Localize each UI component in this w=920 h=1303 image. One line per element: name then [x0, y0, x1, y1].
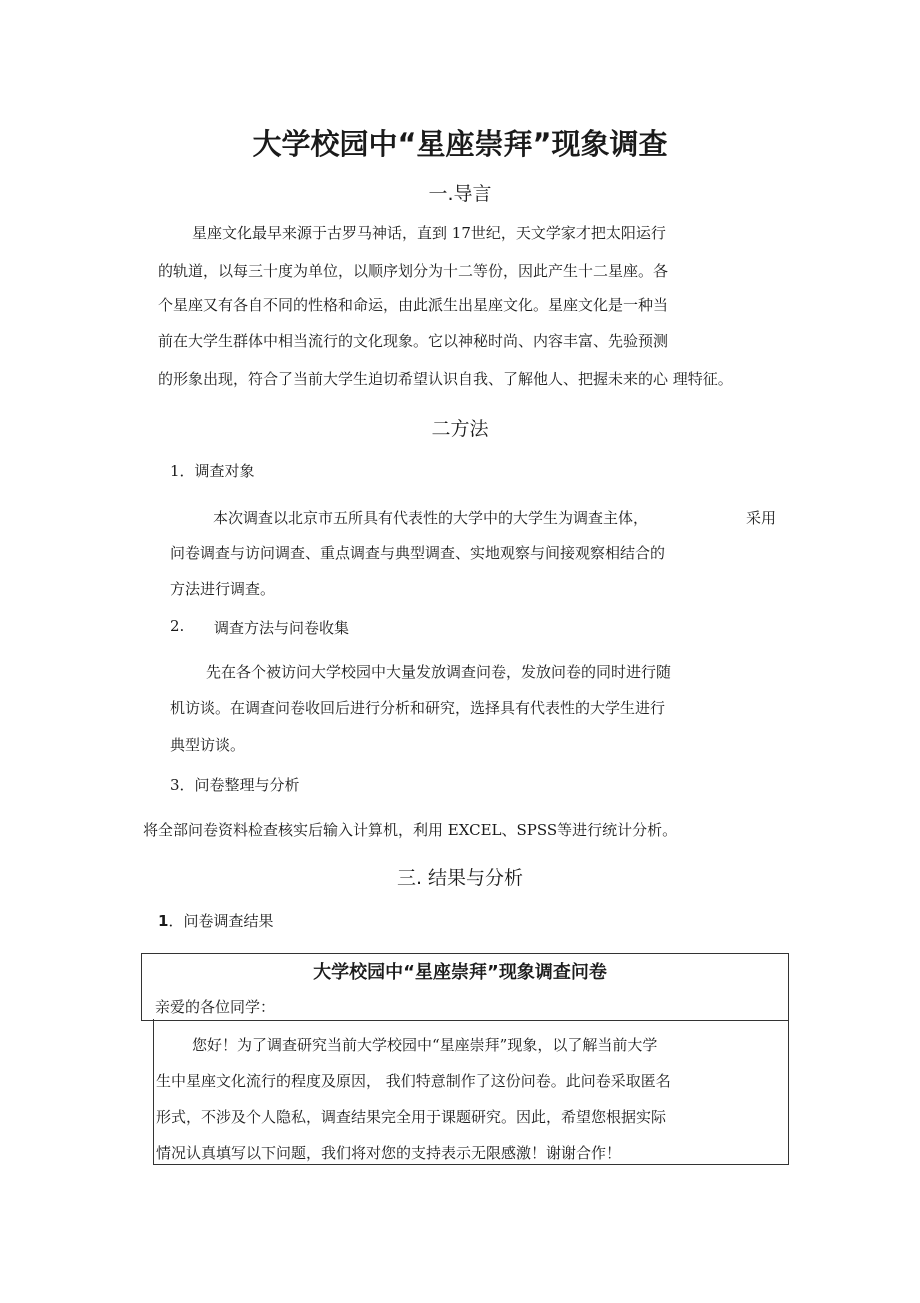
methods-line-2: 机访谈。在调查问卷收回后进行分析和研究，选择具有代表性的大学生进行 [170, 699, 666, 717]
questionnaire-line-3: 形式，不涉及个人隐私，调查结果完全用于课题研究。因此，希望您根据实际 [156, 1108, 667, 1126]
document-title: 大学校园中“星座崇拜”现象调查 [252, 127, 668, 161]
questionnaire-line-2: 生中星座文化流行的程度及原因， 我们特意制作了这份问卷。此问卷采取匿名 [156, 1072, 671, 1090]
questionnaire-greeting: 亲爱的各位同学： [155, 998, 276, 1016]
subsection-methods-collection: 调查方法与问卷收集 [214, 619, 350, 637]
subjects-line-1: 本次调查以北京市五所具有代表性的大学中的大学生为调查主体， [213, 509, 649, 527]
methods-line-3: 典型访谈。 [170, 736, 246, 754]
questionnaire-line-1: 您好！为了调查研究当前大学校园中“星座崇拜”现象，以了解当前大学 [192, 1036, 658, 1054]
subjects-line-1-tail: 采用 [746, 509, 777, 527]
subjects-line-2: 问卷调查与访问调查、重点调查与典型调查、实地观察与间接观察相结合的 [170, 544, 666, 562]
intro-line-2: 的轨道，以每三十度为单位，以顺序划分为十二等份，因此产生十二星座。各 [158, 262, 669, 280]
section-heading-introduction: 一.导言 [428, 183, 492, 205]
subsection-survey-subjects: 1．调查对象 [170, 462, 255, 480]
intro-line-3: 个星座又有各自不同的性格和命运，由此派生出星座文化。星座文化是一种当 [158, 296, 669, 314]
intro-line-5: 的形象出现，符合了当前大学生迫切希望认识自我、了解他人、把握未来的心 理特征。 [158, 370, 733, 388]
results-item-label: ．问卷调查结果 [168, 912, 274, 930]
subjects-line-3: 方法进行调查。 [170, 580, 276, 598]
analysis-line: 将全部问卷资料检查核实后输入计算机，利用 EXCEL、SPSS等进行统计分析。 [143, 821, 678, 839]
section-heading-results: 三. 结果与分析 [396, 867, 524, 889]
intro-line-1: 星座文化最早来源于古罗马神话，直到 17世纪，天文学家才把太阳运行 [192, 224, 666, 242]
methods-line-1: 先在各个被访问大学校园中大量发放调查问卷，发放问卷的同时进行随 [206, 663, 672, 681]
subsection-analysis: 3．问卷整理与分析 [170, 776, 300, 794]
subsection-number-2: 2. [170, 617, 185, 635]
questionnaire-title: 大学校园中“星座崇拜”现象调查问卷 [313, 962, 607, 983]
section-heading-methods: 二方法 [431, 418, 489, 440]
results-item-number: 1 [158, 912, 169, 930]
intro-line-4: 前在大学生群体中相当流行的文化现象。它以神秘时尚、内容丰富、先验预测 [158, 332, 669, 350]
questionnaire-line-4: 情况认真填写以下问题，我们将对您的支持表示无限感激！谢谢合作！ [156, 1144, 622, 1162]
